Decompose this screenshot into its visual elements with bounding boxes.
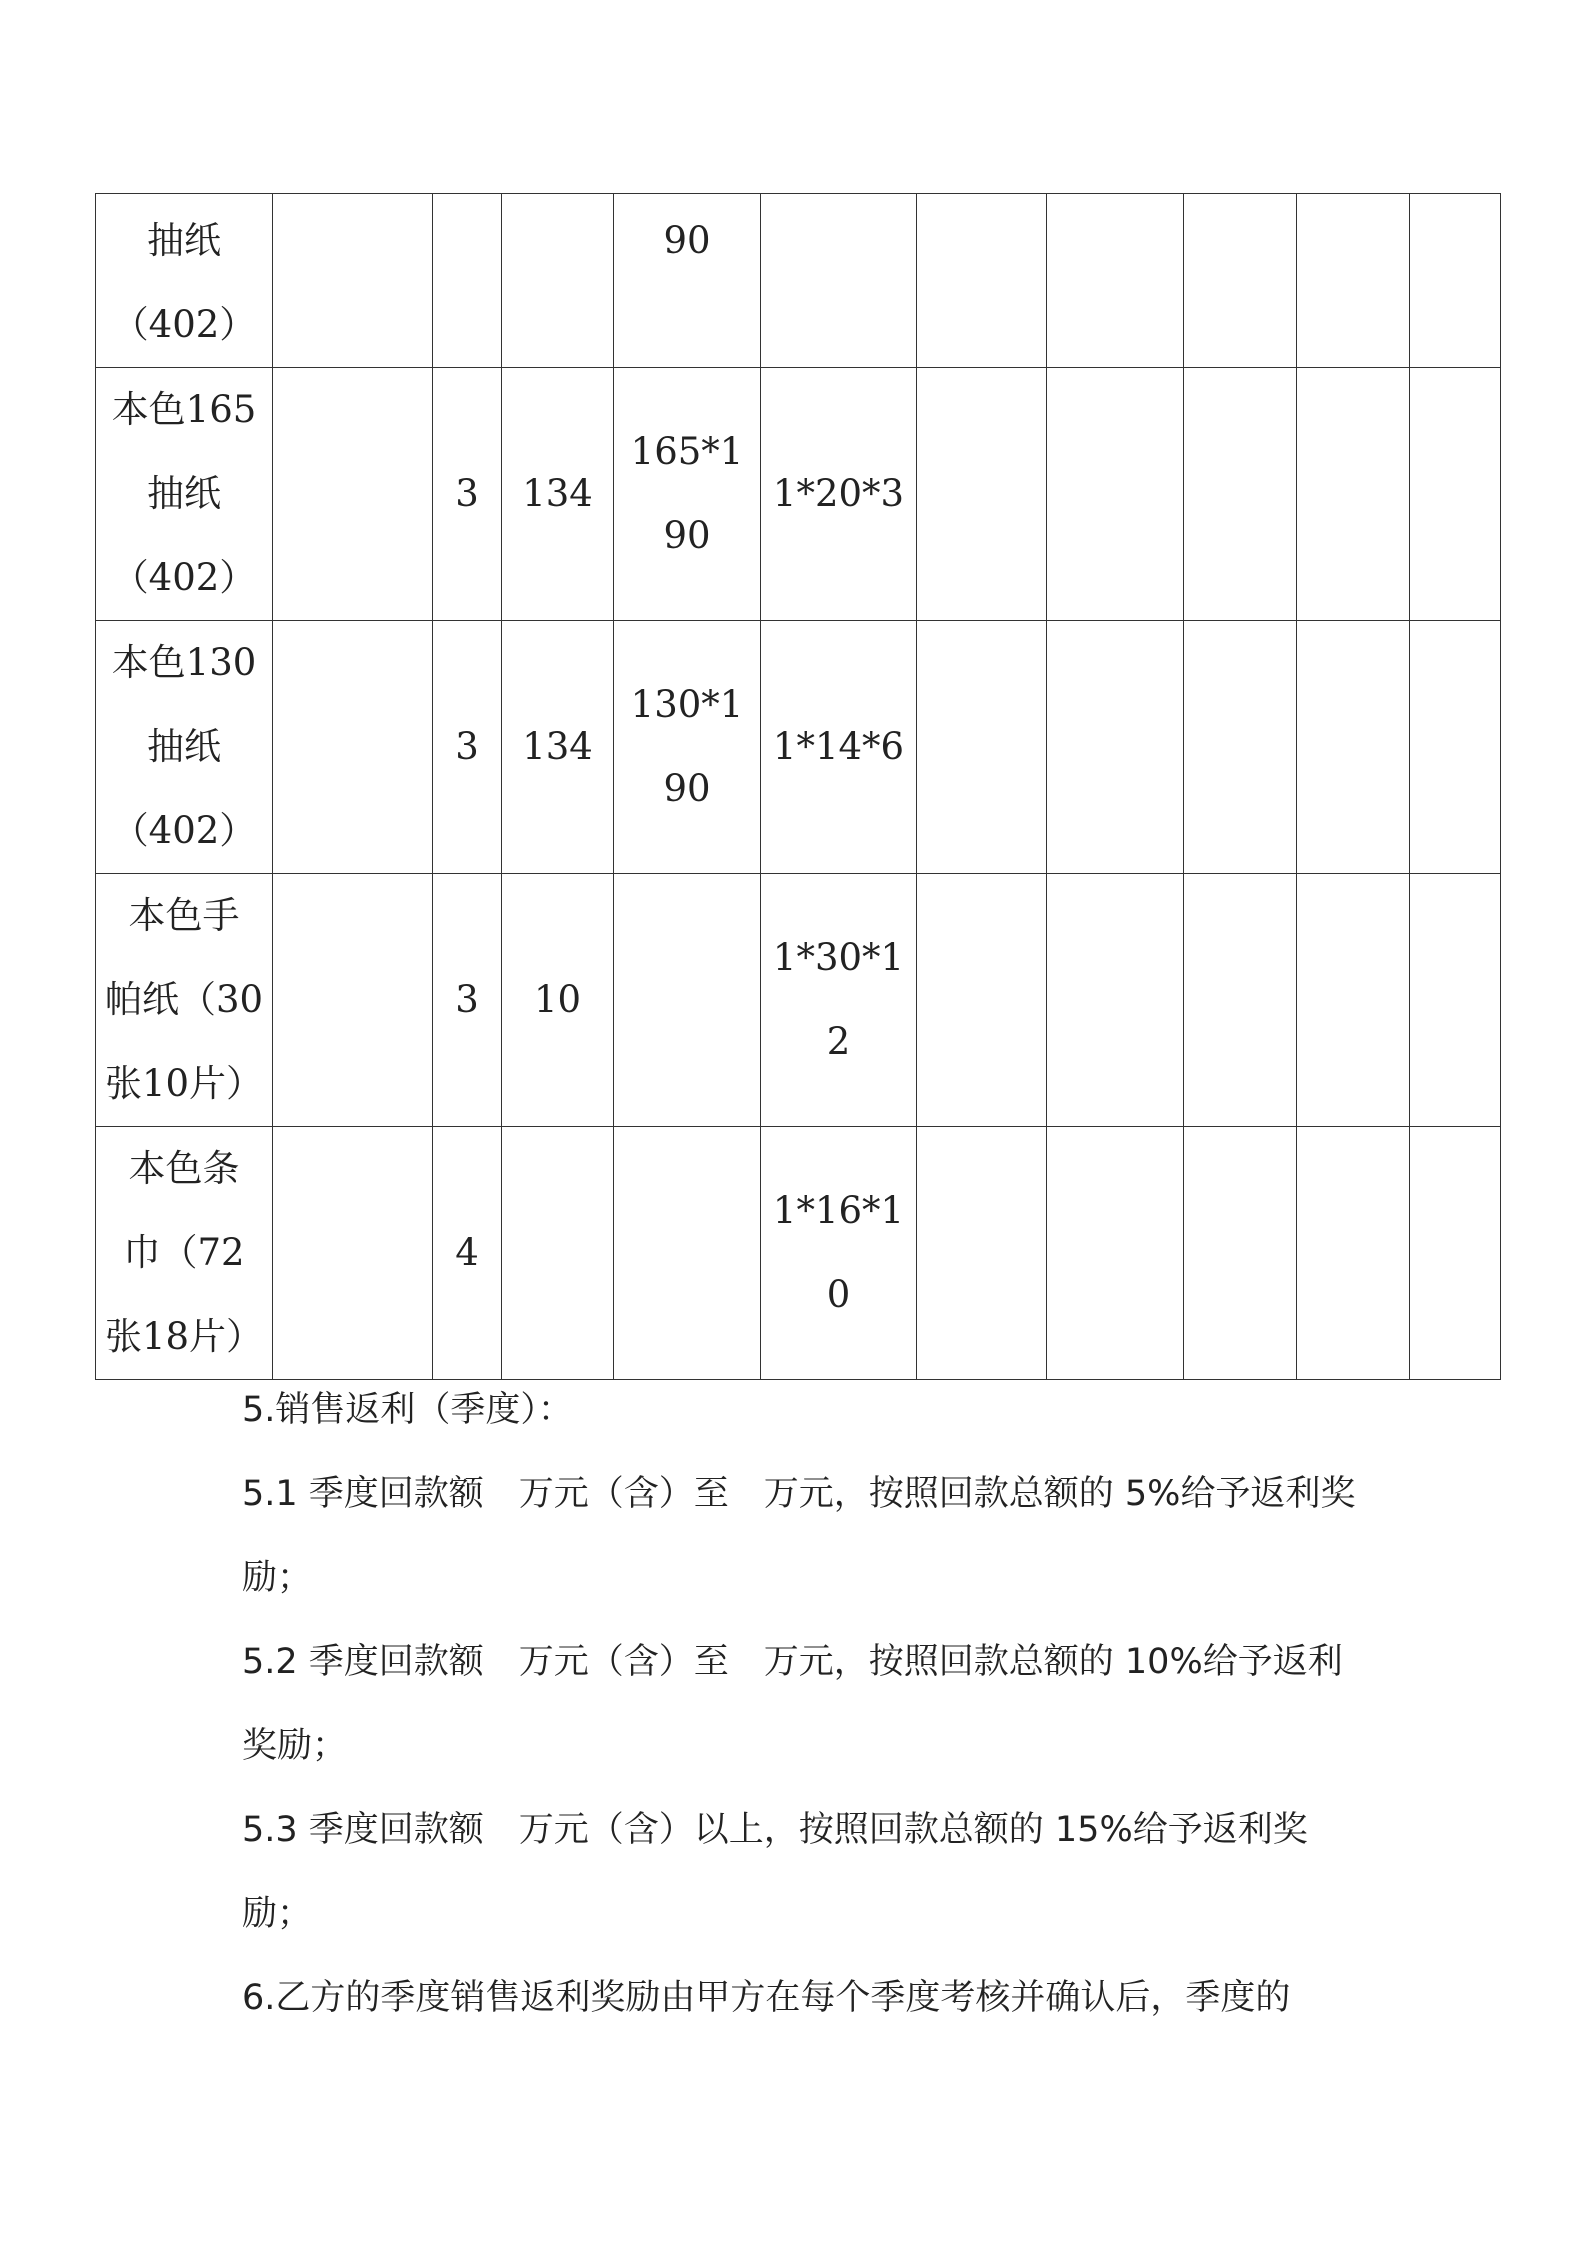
- table-cell: [502, 194, 614, 368]
- table-cell: [1047, 621, 1184, 874]
- table-cell: [1047, 368, 1184, 621]
- table-cell: 4: [433, 1127, 502, 1380]
- table-cell: [1184, 194, 1297, 368]
- table-cell: [1410, 368, 1501, 621]
- table-cell: [1410, 1127, 1501, 1380]
- rebate-clause-5-3: 5.3 季度回款额 万元（含）以上，按照回款总额的 15%给予返利奖励；: [242, 1810, 1308, 1934]
- rebate-terms: [242, 1368, 1362, 2040]
- table-cell: [614, 874, 761, 1127]
- table-cell: 本色165 抽纸 （402）: [96, 368, 273, 621]
- table-cell: [1184, 874, 1297, 1127]
- table-cell: 10: [502, 874, 614, 1127]
- table-cell: 1*20*3: [761, 368, 917, 621]
- table-cell: 1*30*1 2: [761, 874, 917, 1127]
- table-cell: [273, 874, 433, 1127]
- table-cell: [502, 1127, 614, 1380]
- table-cell: [1410, 194, 1501, 368]
- table-cell: [433, 194, 502, 368]
- table-cell: 本色条 巾（72 张18片）: [96, 1127, 273, 1380]
- table-row: [96, 874, 1501, 1127]
- section-heading-sales-rebate: 5.销售返利（季度）：: [242, 1390, 573, 1430]
- table-cell: [1410, 874, 1501, 1127]
- table-cell: [1047, 1127, 1184, 1380]
- rebate-clause-5-1: 5.1 季度回款额 万元（含）至 万元，按照回款总额的 5%给予返利奖励；: [242, 1474, 1356, 1598]
- table-cell: [614, 1127, 761, 1380]
- table-cell: 本色手 帕纸（30 张10片）: [96, 874, 273, 1127]
- table-cell: [917, 368, 1047, 621]
- table-cell: 3: [433, 874, 502, 1127]
- clause-6: 6.乙方的季度销售返利奖励由甲方在每个季度考核并确认后，季度的: [242, 1978, 1291, 2018]
- table-cell: [1184, 621, 1297, 874]
- table-cell: [273, 368, 433, 621]
- table-cell: [273, 1127, 433, 1380]
- product-table: [95, 193, 1501, 1380]
- table-cell: 90: [614, 194, 761, 368]
- table-cell: 134: [502, 368, 614, 621]
- table-cell: [1184, 1127, 1297, 1380]
- table-cell: [1297, 874, 1410, 1127]
- table-cell: 165*1 90: [614, 368, 761, 621]
- table-cell: 本色130 抽纸 （402）: [96, 621, 273, 874]
- table-cell: [1410, 621, 1501, 874]
- table-cell: [273, 621, 433, 874]
- table-cell: [1184, 368, 1297, 621]
- table-cell: [1047, 194, 1184, 368]
- table-cell: [917, 194, 1047, 368]
- rebate-clause-5-2: 5.2 季度回款额 万元（含）至 万元，按照回款总额的 10%给予返利奖励；: [242, 1642, 1343, 1766]
- table-cell: [761, 194, 917, 368]
- table-cell: [1297, 368, 1410, 621]
- table-cell: [1297, 1127, 1410, 1380]
- table-cell: 130*1 90: [614, 621, 761, 874]
- table-cell: 1*14*6: [761, 621, 917, 874]
- table-cell: [273, 194, 433, 368]
- table-cell: 3: [433, 621, 502, 874]
- table-row: [96, 194, 1501, 368]
- table-cell: [1047, 874, 1184, 1127]
- table-row: [96, 1127, 1501, 1380]
- table-cell: [1297, 194, 1410, 368]
- table-cell: [917, 1127, 1047, 1380]
- table-cell: 抽纸 （402）: [96, 194, 273, 368]
- table-cell: [1297, 621, 1410, 874]
- table-cell: 3: [433, 368, 502, 621]
- table-cell: 134: [502, 621, 614, 874]
- table-cell: [917, 621, 1047, 874]
- table-row: [96, 621, 1501, 874]
- table-cell: [917, 874, 1047, 1127]
- table-cell: 1*16*1 0: [761, 1127, 917, 1380]
- table-row: [96, 368, 1501, 621]
